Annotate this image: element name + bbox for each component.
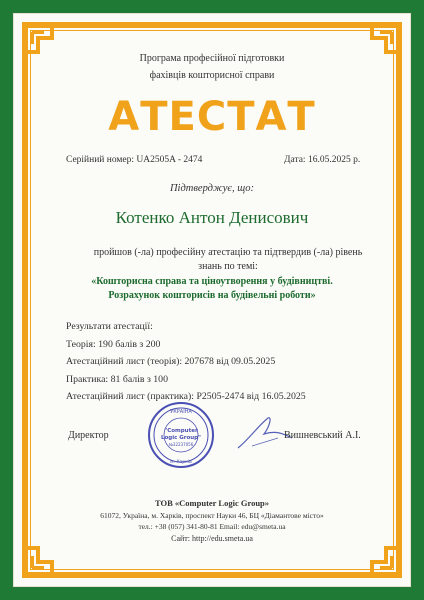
issue-date: Дата: 16.05.2025 р. — [284, 155, 361, 165]
results-heading: Результати атестації: — [66, 321, 153, 332]
seal-code: №32237056 — [168, 442, 194, 447]
certificate-title: АТЕСТАТ — [108, 94, 316, 140]
theory-sheet: Атестаційний лист (теорія): 207678 від 09.05.2025 — [66, 356, 276, 367]
recipient-name: Котенко Антон Денисович — [115, 208, 309, 227]
footer-company: ТОВ «Computer Logic Group» — [154, 498, 270, 508]
theory-score: Теорія: 190 балів з 200 — [66, 338, 161, 350]
practice-sheet: Атестаційний лист (практика): Р2505-2474 від 16.05.2025 — [66, 391, 306, 402]
footer-site[interactable]: Сайт: http://edu.smeta.ua — [171, 534, 253, 543]
seal-bottom-text: м. Харків — [170, 460, 192, 465]
seal-top-text: УКРАЇНА — [170, 409, 192, 415]
passed-text-line-2: знань по темі: — [198, 261, 258, 272]
topic-title — [60, 275, 364, 303]
program-heading — [0, 50, 424, 84]
corner-ornament-icon — [22, 538, 62, 578]
signer-name: Вишневський А.І. — [284, 430, 361, 441]
topic-line-1: «Кошторисна справа та ціноутворення у будівництві. — [91, 276, 333, 287]
seal-mid-text-2: Logic Group" — [160, 435, 202, 441]
program-line-2: фахівців кошторисної справи — [149, 70, 275, 81]
practice-score: Практика: 81 балів з 100 — [66, 373, 168, 385]
seal-mid-text-1: "Computer — [164, 428, 198, 434]
passed-text-line-1: пройшов (-ла) професійну атестацію та підтвердив (-ла) рівень — [93, 247, 363, 258]
corner-ornament-icon — [362, 538, 402, 578]
confirm-text: Підтверджує, що: — [169, 183, 255, 194]
footer-contacts: тел.: +38 (057) 341-80-81 Email: edu@smeta.ua — [138, 522, 286, 531]
results-block — [66, 318, 306, 406]
serial-number: Серійний номер: UA2505A - 2474 — [66, 155, 203, 165]
topic-line-2: Розрахунок кошторисів на будівельні роботи» — [108, 290, 316, 301]
director-label: Директор — [68, 430, 109, 441]
footer-address: 61072, Україна, м. Харків, проспект Науки 46, БЦ «Діамантове місто» — [100, 511, 324, 520]
company-seal — [147, 401, 215, 469]
program-line-1: Програма професійної підготовки — [139, 53, 285, 64]
